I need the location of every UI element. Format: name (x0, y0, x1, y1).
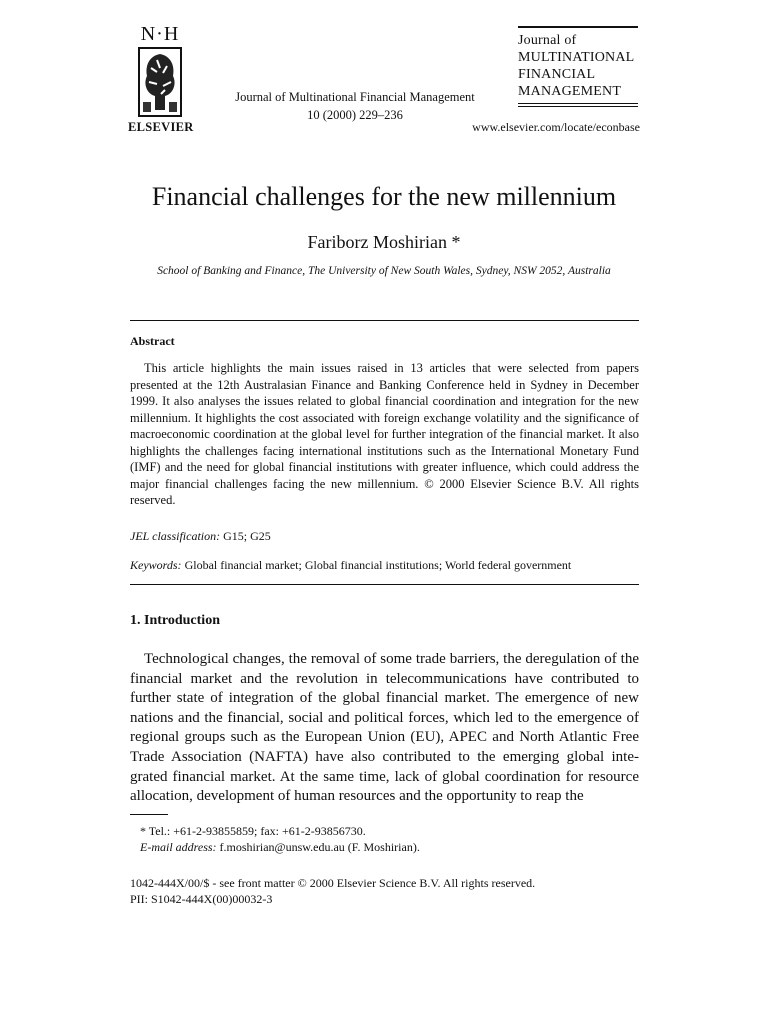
pii-identifier: PII: S1042-444X(00)00032-3 (130, 892, 273, 906)
publisher-name: ELSEVIER (128, 120, 194, 134)
journal-box-line: Journal of (518, 33, 577, 48)
journal-url[interactable]: www.elsevier.com/locate/econbase (472, 120, 640, 134)
keywords-label: Keywords: (130, 558, 182, 572)
jel-label: JEL classification: (130, 529, 221, 543)
email-label: E-mail address: (140, 840, 217, 854)
journal-volume: 10 (2000) 229–236 (307, 108, 403, 122)
keywords (130, 558, 571, 573)
journal-citation (220, 88, 490, 124)
journal-box-line: FINANCIAL (518, 67, 596, 82)
abstract-heading: Abstract (130, 334, 175, 348)
journal-box-bottom-rule (518, 103, 638, 107)
footnote-email (140, 840, 420, 855)
journal-box-top-rule (518, 26, 638, 28)
abstract-bottom-rule (130, 584, 639, 585)
footnote-rule (130, 814, 168, 815)
publisher-logo (128, 24, 192, 135)
footnote-contact: * Tel.: +61-2-93855859; fax: +61-2-93856730. (140, 824, 366, 838)
jel-value: G15; G25 (223, 529, 271, 543)
keywords-value: Global financial market; Global financial institutions; World federal government (184, 558, 572, 572)
section-heading: 1. Introduction (130, 613, 220, 628)
logo-imprint: N·H (140, 23, 180, 45)
article-author: Fariborz Moshirian * (307, 232, 461, 252)
journal-name: Journal of Multinational Financial Management (235, 90, 475, 104)
author-affiliation: School of Banking and Finance, The University of New South Wales, Sydney, NSW 2052, Australia (157, 265, 611, 277)
section-body: Technological changes, the removal of some trade barriers, the deregulation of the financial market and the revolution in telecommunications have contributed to further state of integration of the global financial market. The emergence of new nations and the financial, social and political forces, which led to the emergence of regional groups such as the European Union (EU), APEC and North Atlantic Free Trade Association (NAFTA) have also contributed to the emerging global inte-grated financial market. At the same time, lack of global coordination for resource allocation, development of human resources and the opportunity to reap the (130, 651, 639, 805)
abstract-top-rule (130, 320, 639, 321)
abstract-body: This article highlights the main issues raised in 13 articles that were selected from papers presented at the 12th Australasian Finance and Banking Conference held in Sydney in December 1999. It also analyses the issues related to global financial coordination and integration for the new millennium. It highlights the cost associated with foreign exchange volatility and the significance of macroeconomic coordination at the global level for further integration of the financial market. It also highlights the challenges facing international institutions such as the International Monetary Fund (IMF) and the need for global financial institutions with greater influence, which could address the major financial challenges facing the new millennium. © 2000 Elsevier Science B.V. All rights reserved. (130, 361, 639, 507)
journal-title-box (518, 26, 638, 107)
journal-box-line: MULTINATIONAL (518, 50, 635, 65)
journal-box-line: MANAGEMENT (518, 84, 622, 99)
article-title: Financial challenges for the new millennium (151, 182, 617, 211)
jel-classification (130, 529, 271, 544)
elsevier-tree-emblem-icon (137, 46, 183, 118)
email-value[interactable]: f.moshirian@unsw.edu.au (F. Moshirian). (219, 840, 420, 854)
front-matter-notice: 1042-444X/00/$ - see front matter © 2000 Elsevier Science B.V. All rights reserved. (130, 876, 536, 890)
